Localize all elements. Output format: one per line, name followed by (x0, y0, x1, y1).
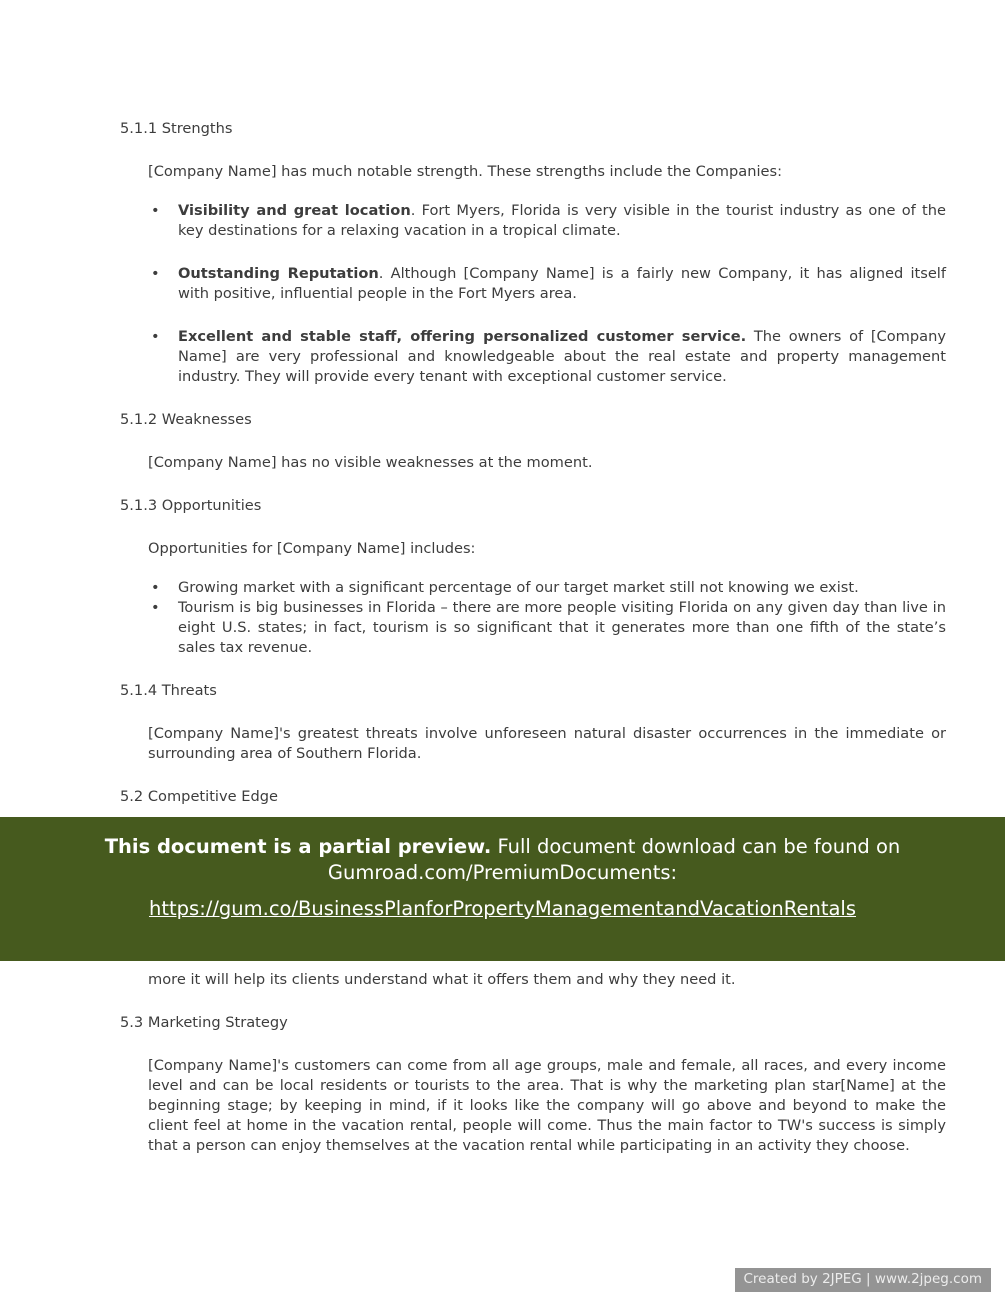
bullet-text: . Fort Myers, Florida is very visible in the tourist industry as one of the key destinations for a relaxing vacation in a tropical climate. (178, 202, 946, 239)
competitive-edge-partial-paragraph: more it will help its clients understand what it offers them and why they need it. (148, 971, 736, 988)
preview-banner-link-line (48, 896, 957, 922)
bullet-text: Growing market with a significant percentage of our target market still not knowing we exist. (178, 579, 859, 596)
threats-paragraph: [Company Name]'s greatest threats involve unforeseen natural disaster occurrences in the immediate or surrounding area of Southern Florida. (148, 725, 946, 762)
list-item (148, 598, 946, 658)
bullet-icon: • (151, 599, 160, 616)
marketing-strategy-paragraph: [Company Name]'s customers can come from all age groups, male and female, all races, and every income level and can be local residents or tourists to the area. That is why the marketing plan star[Name] at the beginning stage; by keeping in mind, if it looks like the company will go above and beyond to make the client feel at home in the vacation rental, people will come. Thus the main factor to TW's success is simply that a person can enjoy themselves at the vacation rental while participating in an activity they choose. (148, 1057, 946, 1154)
bullet-icon: • (151, 265, 160, 282)
bullet-text: The owners of [Company Name] are very professional and knowledgeable about the real estate and property management industry. They will provide every tenant with exceptional customer service. (178, 328, 946, 385)
gumroad-download-link[interactable]: https://gum.co/BusinessPlanforPropertyManagementandVacationRentals (149, 897, 856, 920)
document-content-bottom (0, 970, 1005, 1156)
bullet-text: . Although [Company Name] is a fairly new Company, it has aligned itself with positive, influential people in the Fort Myers area. (178, 265, 946, 302)
list-item (148, 327, 946, 387)
preview-banner-normal-text: Full document download can be found on Gumroad.com/PremiumDocuments: (327, 835, 901, 884)
bullet-text: Tourism is big businesses in Florida – there are more people visiting Florida on any given day than live in eight U.S. states; in fact, tourism is so significant that it generates more than one fifth of the state’s sales tax revenue. (178, 599, 946, 656)
preview-banner-bold-text: This document is a partial preview. (104, 835, 492, 858)
list-item (148, 264, 946, 304)
heading-opportunities: 5.1.3 Opportunities (120, 497, 262, 514)
heading-weaknesses: 5.1.2 Weaknesses (120, 411, 252, 428)
opportunities-intro-paragraph: Opportunities for [Company Name] includes: (148, 540, 476, 557)
bullet-bold-text: Outstanding Reputation (178, 265, 379, 282)
preview-banner-message (48, 834, 957, 886)
weaknesses-paragraph: [Company Name] has no visible weaknesses at the moment. (148, 454, 593, 471)
bullet-bold-text: Visibility and great location (178, 202, 411, 219)
creator-watermark: Created by 2JPEG | www.2jpeg.com (735, 1268, 992, 1292)
bullet-icon: • (151, 579, 160, 596)
heading-threats: 5.1.4 Threats (120, 682, 217, 699)
bullet-icon: • (151, 328, 160, 345)
heading-marketing-strategy: 5.3 Marketing Strategy (120, 1014, 288, 1031)
preview-banner (0, 817, 1005, 961)
strengths-bullet-list (148, 201, 946, 387)
heading-strengths: 5.1.1 Strengths (120, 120, 233, 137)
bullet-icon: • (151, 202, 160, 219)
heading-competitive-edge: 5.2 Competitive Edge (120, 788, 278, 805)
bullet-bold-text: Excellent and stable staff, offering personalized customer service. (178, 328, 747, 345)
list-item (148, 201, 946, 241)
opportunities-bullet-list (148, 578, 946, 658)
list-item (148, 578, 946, 598)
strengths-intro-paragraph: [Company Name] has much notable strength. These strengths include the Companies: (148, 163, 783, 180)
